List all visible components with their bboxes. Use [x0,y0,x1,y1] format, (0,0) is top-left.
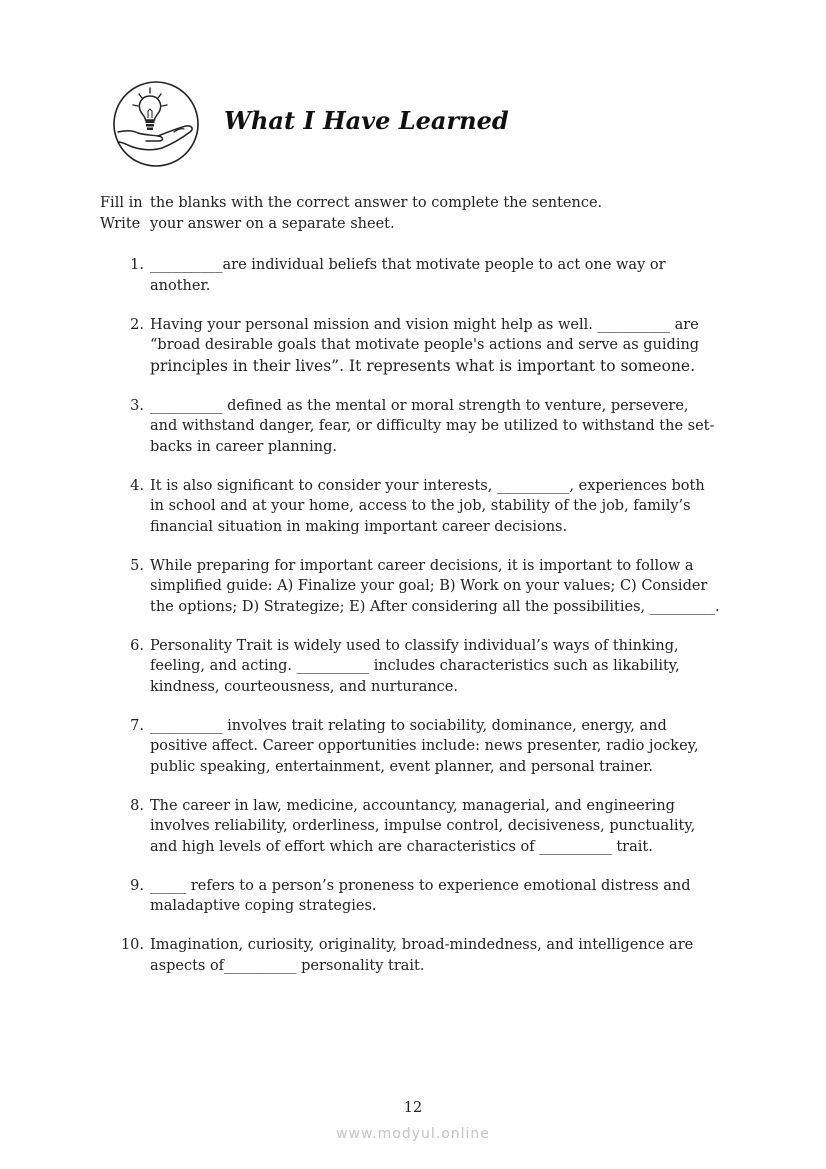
question-item-8 [100,796,740,858]
instructions-line-2-lead: Write [100,216,141,232]
question-number: 1. [130,257,144,273]
instructions-line-1 [100,193,720,214]
question-number: 5. [130,557,144,574]
question-text: __________ defined as the mental or moral strength to venture, persevere, and withstand danger, fear, or difficulty may be utilized to withstand the set- backs in career planning. [150,397,715,455]
question-item-7 [100,716,740,778]
instructions-line-1-text: the blanks with the correct answer to complete the sentence. [150,195,603,211]
page-number: 12 [403,1100,423,1116]
question-item-5 [100,556,740,618]
question-text: __________ involves trait relating to sociability, dominance, energy, and positive affect. Career opportunities include: news presenter, radio jockey, public speaking, entertainment, event planner, and personal trainer. [150,717,699,775]
question-item-2 [100,315,740,378]
question-text: The career in law, medicine, accountancy, managerial, and engineering involves reliability, orderliness, impulse control, decisiveness, punctuality, and high levels of effort which are characteristics of __________ trait. [150,797,696,855]
instructions [100,193,720,235]
question-number: 10. [120,937,144,953]
question-text-tail: principles in their lives”. It represents what is important to someone. [150,356,696,375]
question-text [150,315,740,378]
instructions-line-1-lead: Fill in [100,195,143,211]
question-number: 7. [130,717,144,734]
question-text: It is also significant to consider your interests, __________, experiences both in school and at your home, access to the job, stability of the job, family’s financial situation in making important career decisions. [150,477,705,535]
page-title: What I Have Learned [224,106,509,135]
lightbulb-on-hand-icon [112,80,200,168]
question-item-10 [100,935,740,976]
question-number: 2. [130,316,144,333]
question-list [100,255,740,995]
question-item-1 [100,255,740,296]
instructions-line-2 [100,214,720,235]
question-item-4 [100,476,740,538]
question-number: 9. [130,877,144,894]
instructions-line-2-text: your answer on a separate sheet. [150,216,395,232]
question-text: While preparing for important career decisions, it is important to follow a simplified guide: A) Finalize your goal; B) Work on your values; C) Consider the options; D) Strategize; E) After considering all the possibilities, _________. [150,557,720,615]
question-text: Personality Trait is widely used to classify individual’s ways of thinking, feeling, and acting. __________ includes characteristics such as likability, kindness, courteousness, and nurturance. [150,637,680,695]
question-text-main: Having your personal mission and vision might help as well. __________ are “broad desirable goals that motivate people's actions and serve as guiding [150,316,700,353]
question-number: 4. [130,477,144,494]
question-text: __________are individual beliefs that motivate people to act one way or another. [150,257,666,294]
question-item-9 [100,876,740,917]
question-text: _____ refers to a person’s proneness to experience emotional distress and maladaptive coping strategies. [150,877,691,914]
watermark: www.modyul.online [336,1126,490,1142]
question-number: 8. [130,797,144,814]
question-number: 3. [130,397,144,414]
question-item-6 [100,636,740,698]
question-text: Imagination, curiosity, originality, broad-mindedness, and intelligence are aspects of__________ personality trait. [150,937,694,974]
question-item-3 [100,396,740,458]
question-number: 6. [130,637,144,654]
